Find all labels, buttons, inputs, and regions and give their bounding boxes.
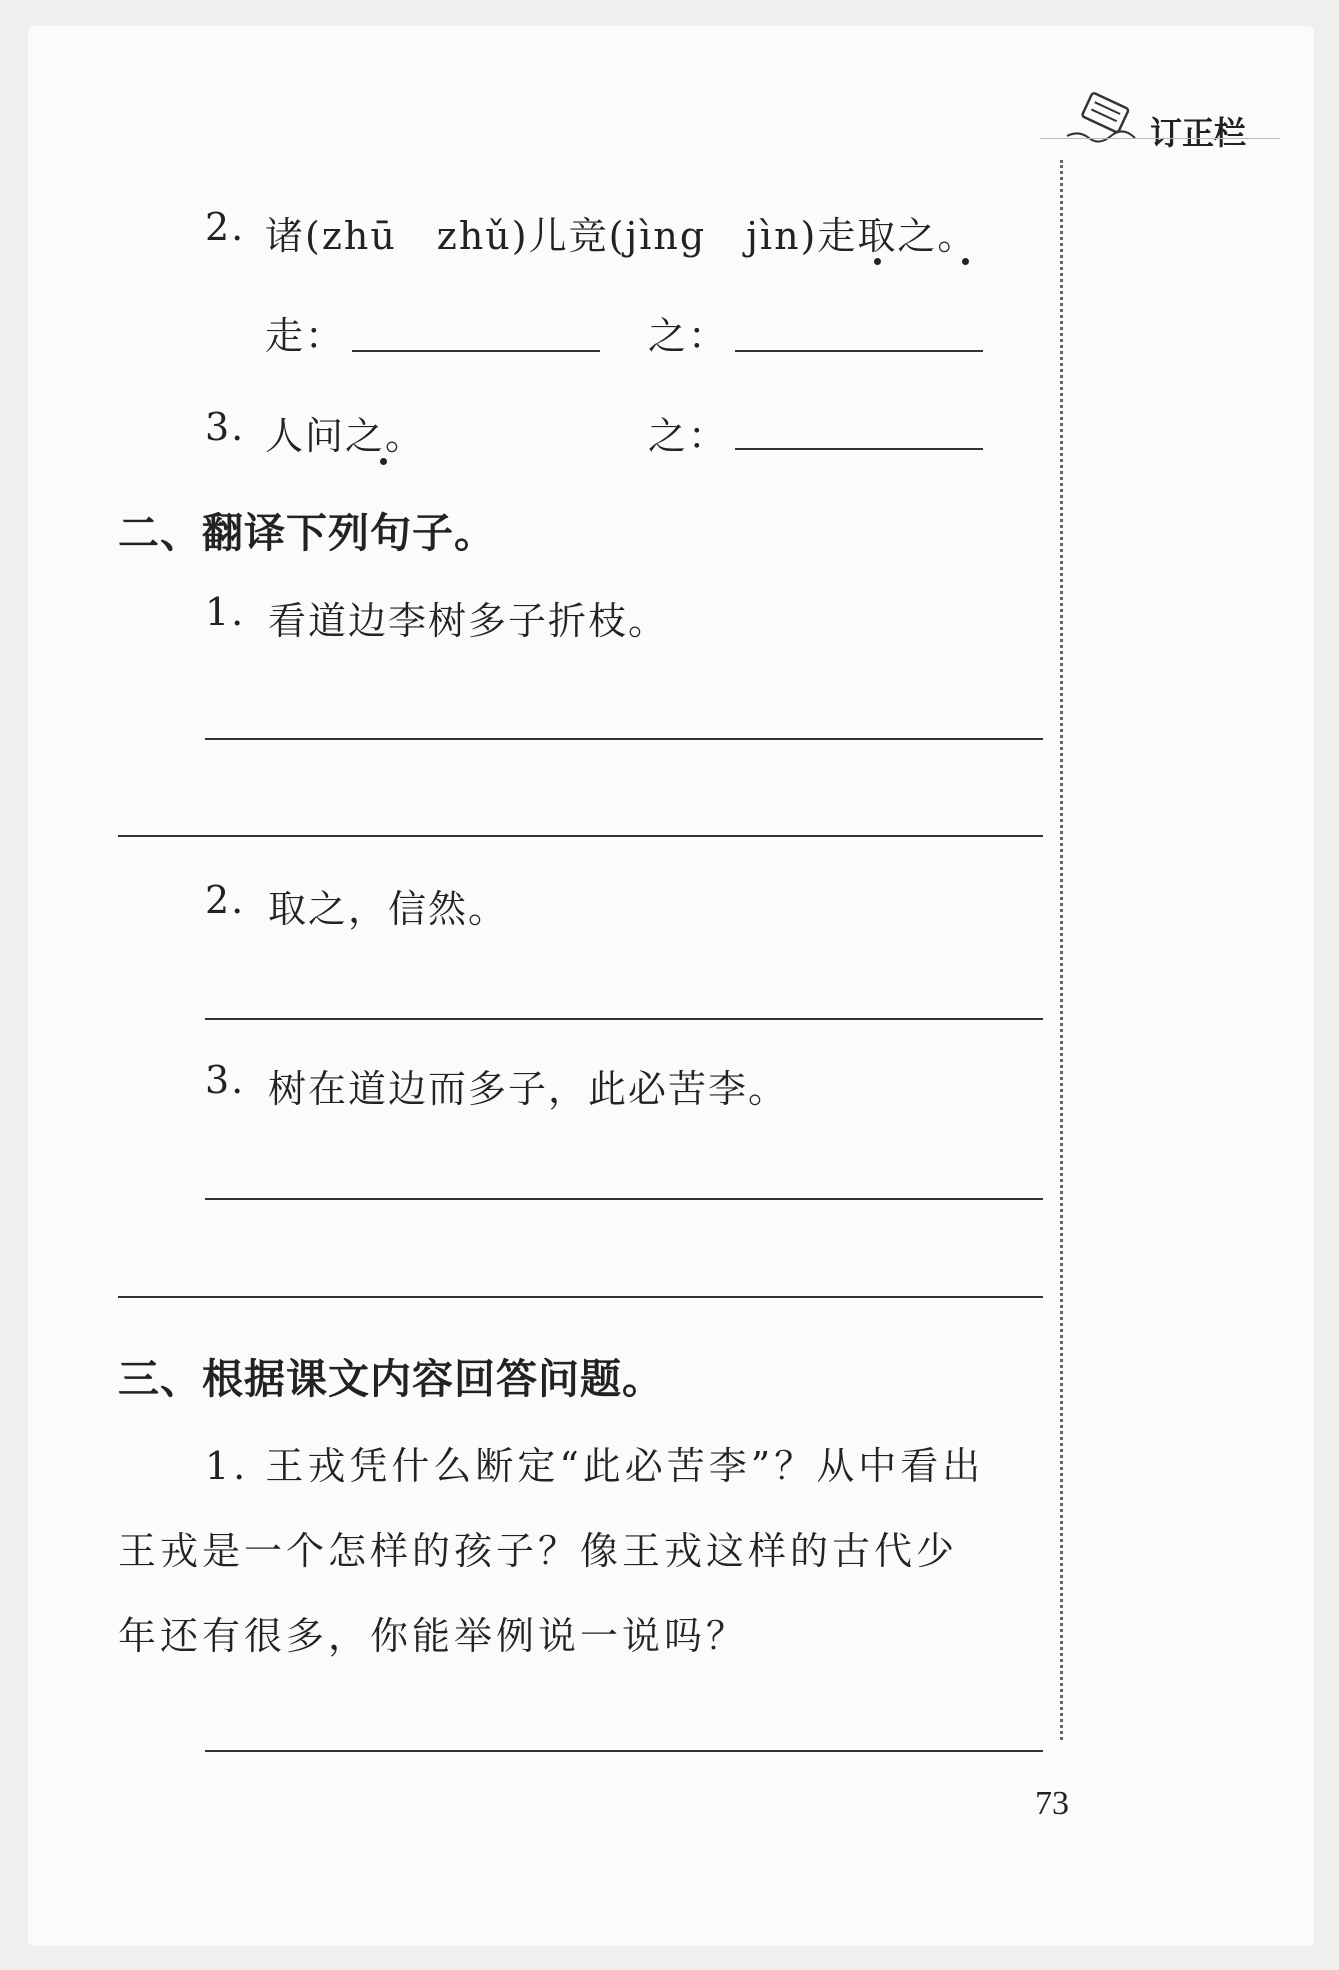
emphasis-dot — [962, 258, 969, 265]
q1-3-text: 人问之。 — [265, 414, 426, 458]
answer-line[interactable] — [205, 1198, 1043, 1200]
answer-line[interactable] — [118, 835, 1043, 837]
answer-blank-zou[interactable] — [352, 350, 600, 352]
correction-column-title: 订正栏 — [1150, 114, 1247, 152]
answer-blank-q3-zhi[interactable] — [735, 448, 983, 450]
q1-2-number: 2. — [205, 205, 246, 249]
s2-item1-text: 看道边李树多子折枝。 — [268, 599, 669, 643]
s2-item3-number: 3. — [205, 1058, 246, 1102]
s2-item1-number: 1. — [205, 590, 246, 634]
section-3-heading: 三、根据课文内容回答问题。 — [118, 1355, 664, 1403]
q1-2-text: 诸(zhū zhǔ)儿竞(jìng jìn)走取之。 — [265, 214, 978, 258]
section-2-heading: 二、翻译下列句子。 — [118, 509, 496, 557]
s3-q1-line1: 1. 王戎凭什么断定“此必苦李”？从中看出 — [205, 1444, 985, 1488]
s2-item2-number: 2. — [205, 878, 246, 922]
q1-3-label-zhi: 之： — [648, 414, 729, 458]
emphasis-dot — [874, 258, 881, 265]
q1-3-number: 3. — [205, 405, 246, 449]
emphasis-dot — [380, 458, 387, 465]
s2-item2-text: 取之，信然。 — [268, 887, 509, 931]
margin-header-underline — [1040, 138, 1280, 139]
answer-line[interactable] — [118, 1296, 1043, 1298]
s3-q1-line2: 王戎是一个怎样的孩子？像王戎这样的古代少 — [118, 1529, 959, 1573]
answer-line[interactable] — [205, 1750, 1043, 1752]
q1-2-label-zou: 走： — [265, 314, 346, 358]
answer-blank-zhi[interactable] — [735, 350, 983, 352]
correction-column-divider — [1060, 160, 1063, 1740]
s2-item3-text: 树在道边而多子，此必苦李。 — [268, 1067, 789, 1111]
pencil-icon — [1065, 88, 1145, 148]
s3-q1-line3: 年还有很多，你能举例说一说吗？ — [118, 1614, 749, 1658]
q1-2-label-zhi: 之： — [648, 314, 729, 358]
answer-line[interactable] — [205, 1018, 1043, 1020]
answer-line[interactable] — [205, 738, 1043, 740]
page-number: 73 — [1035, 1785, 1069, 1822]
